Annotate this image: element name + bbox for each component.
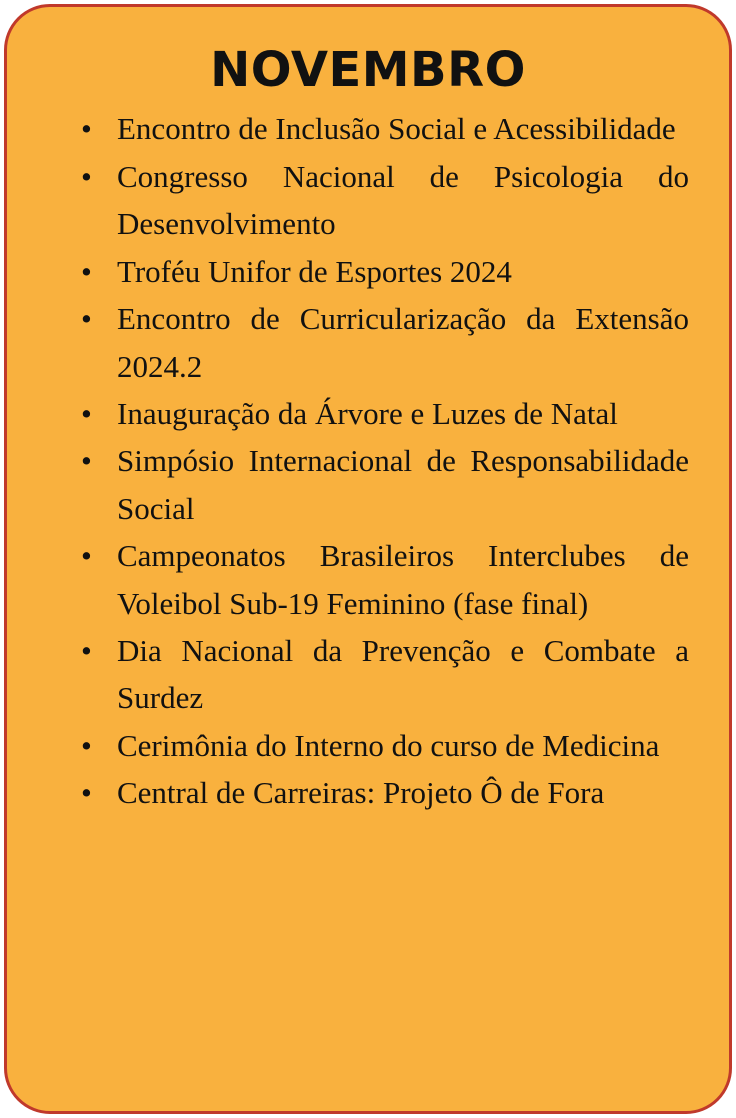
- list-item: [79, 248, 689, 295]
- list-item: [79, 627, 689, 722]
- list-item-label: Inauguração da Árvore e Luzes de Natal: [117, 395, 618, 431]
- bullet-icon: •: [81, 301, 92, 337]
- bullet-icon: •: [81, 158, 92, 194]
- month-card: [4, 4, 732, 1114]
- list-item: [79, 532, 689, 627]
- bullet-icon: •: [81, 111, 92, 147]
- list-item: [79, 437, 689, 532]
- list-item-label: Cerimônia do Interno do curso de Medicina: [117, 727, 660, 763]
- list-item: [79, 390, 689, 437]
- list-item: [79, 105, 689, 152]
- list-item-label: Encontro de Curricularização da Extensão 2024.2: [117, 301, 689, 384]
- bullet-icon: •: [81, 538, 92, 574]
- list-item-label: Campeonatos Brasileiros Interclubes de Voleibol Sub-19 Feminino (fase final): [117, 538, 689, 621]
- bullet-icon: •: [81, 443, 92, 479]
- page-title: NOVEMBRO: [210, 42, 526, 98]
- list-item-label: Dia Nacional da Prevenção e Combate a Surdez: [117, 633, 689, 716]
- bullet-icon: •: [81, 253, 92, 289]
- bullet-icon: •: [81, 775, 92, 811]
- list-item-label: Central de Carreiras: Projeto Ô de Fora: [117, 775, 605, 811]
- list-item-label: Troféu Unifor de Esportes 2024: [117, 253, 512, 289]
- bullet-icon: •: [81, 727, 92, 763]
- list-item-label: Congresso Nacional de Psicologia do Desenvolvimento: [117, 158, 689, 242]
- bullet-icon: •: [81, 395, 92, 431]
- list-item: [79, 769, 689, 816]
- list-item: [79, 295, 689, 390]
- bullet-icon: •: [81, 633, 92, 669]
- list-item-label: Encontro de Inclusão Social e Acessibilidade: [117, 111, 676, 147]
- list-item: [79, 153, 689, 248]
- list-item: [79, 722, 689, 769]
- list-item-label: Simpósio Internacional de Responsabilidade Social: [117, 443, 689, 526]
- event-list: [7, 105, 729, 816]
